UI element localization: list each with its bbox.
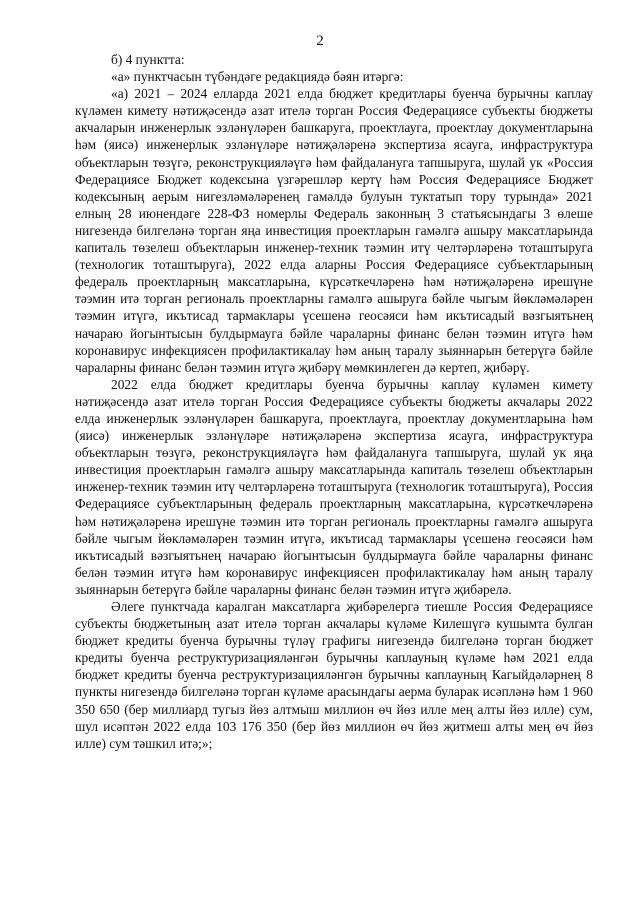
document-body	[75, 51, 593, 752]
paragraph-point-b: б) 4 пунктта:	[111, 52, 185, 67]
paragraph-subpoint-a: «а) 2021 – 2024 елларда 2021 елда бюджет кредитлары буенча бурычны каплау күләмен кимету нәтиҗәсендә азат ителә торган Россия Федерациясе субъекты бюджеты акчаларын инженерлык эзләнүләрен башкаруга, проектлауга, проектлау документларына һәм (яисә) инженерлык эзләнүләре нәтиҗәләренә экспертиза ясауга, инфраструктура объектларын төзүгә, реконструкцияләүгә һәм файдалануга тапшыруга, шулай ук «Россия Федерациясе Бюджет кодексына үзгәрешләр кертү һәм Россия Федерациясе Бюджет кодексының аерым нигезләмәләренең гамәлдә булуын туктатып тору турында» 2021 елның 28 июнендәге 228-ФЗ номерлы Федераль законның 3 статьясындагы 3 өлеше нигезендә билгеләнә торган яңа инвестиция проектларын гамәлгә ашыру максатларында капиталь төзелеш объектларын инженер-техник тәэмин итү челтәрләренә тоташтыруга (технологик тоташтыруга), 2022 елда аларны Россия Федерациясе субъектларының федераль проектларның максатларына, күрсәткечләренә һәм нәтиҗәләренә ирешүне тәэмин итә торган региональ проектларны гамәлгә ашыруга бәйле чыгым йөкләмәләрен тәэмин итүгә, икътисад тармаклары үсешенә геосәяси һәм икътисадый вәзгыятьнең начараю йогынтысын булдырмауга бәйле чараларны финанс белән тәэмин итүгә һәм коронавирус инфекциясен профилактикалау һәм аның таралу зыяннарын бетерүгә бәйле чараларны финанс белән тәэмин итүгә җибәрү мөмкинлеген дә кертеп, җибәрү.	[75, 86, 593, 375]
paragraph-amount-calculation: Әлеге пунктчада каралган максатларга җибәрелергә тиешле Россия Федерациясе субъекты бюджетының азат ителә торган акчалары күләме Килешүгә кушымта булган бюджет кредиты буенча бурычны түләү графигы нигезендә билгеләнә торган бюджет кредиты буенча реструктуризацияләнгән бурычны каплауның күләме һәм 2021 елда бюджет кредиты буенча реструктуризацияләнгән бурычны каплауның Кагыйдәләрнең 8 пункты нигезендә билгеләнә торган күләме арасындагы аерма буларак исәпләнә һәм 1 960 350 650 (бер миллиард тугыз йөз алтмыш миллион өч йөз илле мең алты йөз илле) сум, шул исәптән 2022 елда 103 176 350 (бер йөз миллион өч йөз җитмеш алты мең өч йөз илле) сум тәшкил итә;»;	[75, 599, 593, 751]
page-number: 2	[316, 33, 324, 49]
paragraph-2022-funds: 2022 елда бюджет кредитлары буенча бурычны каплау күләмен кимету нәтиҗәсендә азат ителә торган Россия Федерациясе субъекты бюджеты акчалары 2022 елда инженерлык эзләнүләрен башкаруга, проектлауга, проектлау документларына һәм (яисә) инженерлык эзләнүләре нәтиҗәләренә экспертиза ясауга, инфраструктура объектларын төзүгә, реконструкцияләүгә һәм файдалануга тапшыруга, шулай ук яңа инвестиция проектларын гамәлгә ашыру максатларында капиталь төзелеш объектларын инженер-техник тәэмин итү челтәрләренә тоташтыруга (технологик тоташтыруга), Россия Федерациясе субъектларының федераль проектларның максатларына, күрсәткечләренә һәм нәтиҗәләренә ирешүне тәэмин итә торган региональ проектларны гамәлгә ашыруга бәйле чыгым йөкләмәләрен тәэмин итүгә, икътисад тармаклары үсешенә геосәяси һәм икътисадый вәзгыятьнең начараю йогынтысын булдырмауга бәйле чараларны финанс белән тәэмин итүгә һәм коронавирус инфекциясен профилактикалау һәм аның таралу зыяннарын бетерүгә бәйле чараларны финанс белән тәэмин итүгә җибәрелә.	[75, 376, 593, 597]
paragraph-instruction: «а» пунктчасын түбәндәге редакциядә бәян итәргә:	[111, 69, 404, 85]
